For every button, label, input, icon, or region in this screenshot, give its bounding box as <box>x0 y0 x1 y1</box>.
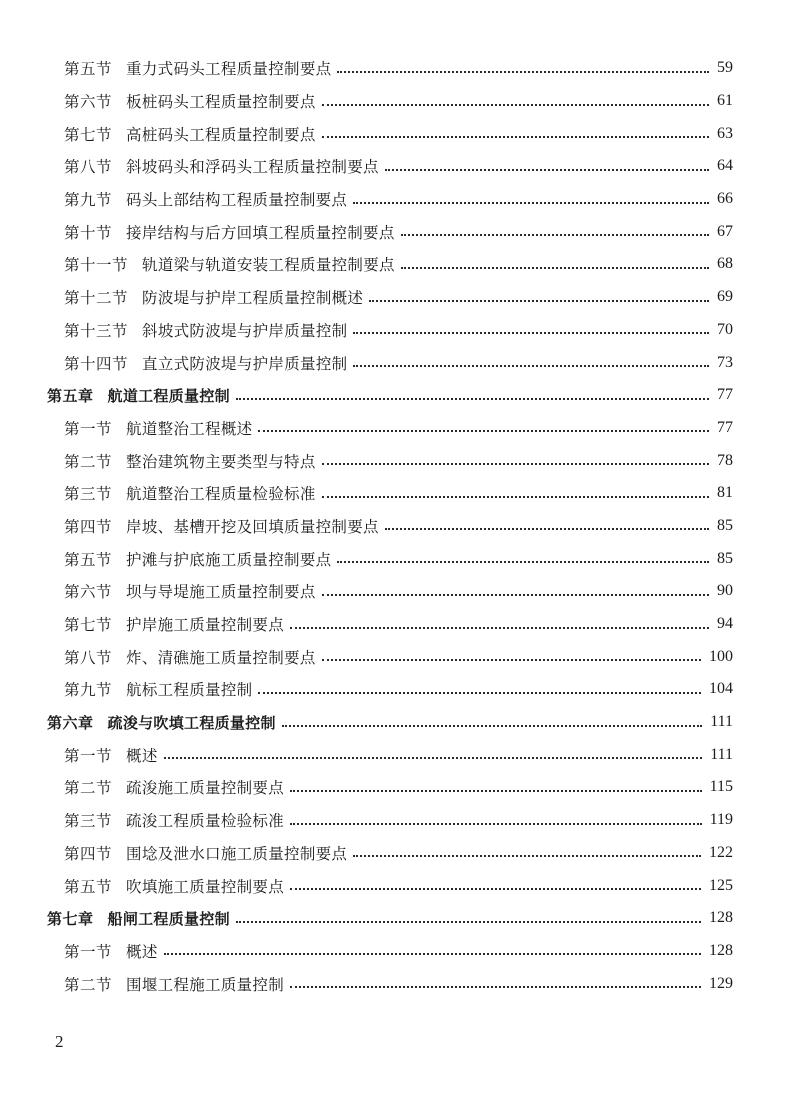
entry-page-number: 111 <box>710 713 733 731</box>
dot-leader <box>290 985 701 988</box>
entry-number: 第二节 <box>64 975 113 994</box>
dot-leader <box>337 560 709 563</box>
entry-title: 疏浚施工质量控制要点 <box>126 779 285 798</box>
entry-number: 第六节 <box>64 93 113 112</box>
toc-chapter-entry <box>0 902 790 935</box>
entry-page-number: 59 <box>717 59 733 77</box>
entry-title: 护滩与护底施工质量控制要点 <box>126 550 332 569</box>
entry-number: 第六节 <box>64 583 113 602</box>
entry-page-number: 128 <box>709 909 733 927</box>
entry-number: 第九节 <box>64 681 113 700</box>
entry-number: 第五章 <box>47 386 94 405</box>
entry-number: 第七节 <box>64 125 113 144</box>
dot-leader <box>401 266 709 269</box>
entry-number: 第十三节 <box>64 321 129 340</box>
entry-title: 板桩码头工程质量控制要点 <box>126 93 316 112</box>
entry-title: 岸坡、基槽开挖及回填质量控制要点 <box>126 517 379 536</box>
entry-page-number: 94 <box>717 615 733 633</box>
entry-page-number: 85 <box>717 516 733 534</box>
dot-leader <box>236 920 701 923</box>
toc-section-entry <box>0 869 790 902</box>
entry-number: 第五节 <box>64 60 113 79</box>
toc-section-entry <box>0 510 790 543</box>
entry-title: 疏浚与吹填工程质量控制 <box>107 713 276 732</box>
entry-page-number: 90 <box>717 582 733 600</box>
toc-chapter-entry <box>0 706 790 739</box>
entry-title: 护岸施工质量控制要点 <box>126 616 285 635</box>
dot-leader <box>290 887 701 890</box>
entry-title: 接岸结构与后方回填工程质量控制要点 <box>126 223 395 242</box>
dot-leader <box>290 789 702 792</box>
entry-page-number: 125 <box>709 876 733 894</box>
dot-leader <box>258 429 709 432</box>
entry-title: 航标工程质量控制 <box>126 681 253 700</box>
entry-title: 轨道梁与轨道安装工程质量控制要点 <box>142 256 395 275</box>
entry-number: 第六章 <box>47 713 94 732</box>
entry-page-number: 61 <box>717 92 733 110</box>
toc-section-entry <box>0 346 790 379</box>
toc-section-entry <box>0 967 790 1000</box>
toc-section-entry <box>0 150 790 183</box>
toc-section-entry <box>0 771 790 804</box>
entry-page-number: 85 <box>717 549 733 567</box>
entry-title: 斜坡式防波堤与护岸质量控制 <box>142 321 348 340</box>
entry-page-number: 128 <box>709 941 733 959</box>
dot-leader <box>236 397 709 400</box>
entry-number: 第九节 <box>64 191 113 210</box>
entry-title: 斜坡码头和浮码头工程质量控制要点 <box>126 158 379 177</box>
table-of-contents <box>0 52 790 1000</box>
toc-section-entry <box>0 673 790 706</box>
entry-title: 航道整治工程概述 <box>126 419 253 438</box>
entry-title: 防波堤与护岸工程质量控制概述 <box>142 289 364 308</box>
dot-leader <box>322 103 709 106</box>
entry-page-number: 63 <box>717 124 733 142</box>
dot-leader <box>385 527 709 530</box>
entry-number: 第三节 <box>64 485 113 504</box>
dot-leader <box>322 658 701 661</box>
toc-section-entry <box>0 52 790 85</box>
dot-leader <box>322 495 709 498</box>
entry-title: 码头上部结构工程质量控制要点 <box>126 191 348 210</box>
entry-title: 重力式码头工程质量控制要点 <box>126 60 332 79</box>
toc-section-entry <box>0 314 790 347</box>
entry-title: 直立式防波堤与护岸质量控制 <box>142 354 348 373</box>
entry-page-number: 66 <box>717 190 733 208</box>
entry-number: 第一节 <box>64 419 113 438</box>
toc-section-entry <box>0 215 790 248</box>
entry-page-number: 100 <box>709 647 733 665</box>
toc-section-entry <box>0 412 790 445</box>
page-number: 2 <box>55 1032 64 1051</box>
entry-title: 坝与导堤施工质量控制要点 <box>126 583 316 602</box>
toc-chapter-entry <box>0 379 790 412</box>
toc-section-entry <box>0 281 790 314</box>
entry-title: 高桩码头工程质量控制要点 <box>126 125 316 144</box>
entry-number: 第七节 <box>64 616 113 635</box>
toc-section-entry <box>0 248 790 281</box>
dot-leader <box>401 233 709 236</box>
entry-number: 第五节 <box>64 877 113 896</box>
entry-title: 船闸工程质量控制 <box>107 909 230 928</box>
dot-leader <box>290 822 702 825</box>
entry-title: 围堰工程施工质量控制 <box>126 975 285 994</box>
entry-number: 第五节 <box>64 550 113 569</box>
entry-page-number: 77 <box>717 418 733 436</box>
dot-leader <box>258 691 701 694</box>
toc-section-entry <box>0 183 790 216</box>
entry-page-number: 81 <box>717 484 733 502</box>
entry-page-number: 104 <box>709 680 733 698</box>
entry-page-number: 78 <box>717 451 733 469</box>
entry-page-number: 73 <box>717 353 733 371</box>
entry-number: 第一节 <box>64 942 113 961</box>
dot-leader <box>369 299 709 302</box>
dot-leader <box>290 626 709 629</box>
entry-page-number: 129 <box>709 974 733 992</box>
entry-title: 整治建筑物主要类型与特点 <box>126 452 316 471</box>
dot-leader <box>353 364 709 367</box>
dot-leader <box>164 756 703 759</box>
entry-page-number: 69 <box>717 288 733 306</box>
dot-leader <box>353 331 709 334</box>
dot-leader <box>353 854 701 857</box>
entry-number: 第二节 <box>64 779 113 798</box>
dot-leader <box>322 135 709 138</box>
dot-leader <box>164 952 701 955</box>
entry-number: 第十一节 <box>64 256 129 275</box>
entry-page-number: 67 <box>717 222 733 240</box>
dot-leader <box>353 201 709 204</box>
toc-section-entry <box>0 117 790 150</box>
toc-section-entry <box>0 640 790 673</box>
entry-title: 吹填施工质量控制要点 <box>126 877 285 896</box>
entry-number: 第一节 <box>64 746 113 765</box>
entry-page-number: 111 <box>710 745 733 763</box>
toc-section-entry <box>0 608 790 641</box>
dot-leader <box>282 724 702 727</box>
dot-leader <box>385 168 709 171</box>
entry-number: 第十节 <box>64 223 113 242</box>
dot-leader <box>322 593 709 596</box>
entry-title: 航道整治工程质量检验标准 <box>126 485 316 504</box>
entry-number: 第三节 <box>64 812 113 831</box>
toc-section-entry <box>0 542 790 575</box>
entry-page-number: 119 <box>709 811 733 829</box>
entry-title: 航道工程质量控制 <box>107 386 230 405</box>
entry-page-number: 77 <box>717 386 733 404</box>
entry-number: 第四节 <box>64 517 113 536</box>
toc-section-entry <box>0 935 790 968</box>
entry-number: 第八节 <box>64 158 113 177</box>
entry-title: 概述 <box>126 942 158 961</box>
entry-page-number: 64 <box>717 157 733 175</box>
dot-leader <box>337 70 709 73</box>
entry-title: 炸、清礁施工质量控制要点 <box>126 648 316 667</box>
entry-number: 第八节 <box>64 648 113 667</box>
entry-title: 围埝及泄水口施工质量控制要点 <box>126 844 348 863</box>
toc-section-entry <box>0 738 790 771</box>
entry-title: 疏浚工程质量检验标准 <box>126 812 285 831</box>
entry-number: 第二节 <box>64 452 113 471</box>
toc-section-entry <box>0 575 790 608</box>
toc-section-entry <box>0 444 790 477</box>
entry-number: 第十二节 <box>64 289 129 308</box>
toc-section-entry <box>0 477 790 510</box>
toc-section-entry <box>0 837 790 870</box>
dot-leader <box>322 462 709 465</box>
entry-page-number: 70 <box>717 320 733 338</box>
entry-page-number: 68 <box>717 255 733 273</box>
entry-number: 第七章 <box>47 909 94 928</box>
entry-page-number: 115 <box>709 778 733 796</box>
entry-page-number: 122 <box>709 843 733 861</box>
entry-number: 第十四节 <box>64 354 129 373</box>
toc-section-entry <box>0 804 790 837</box>
entry-title: 概述 <box>126 746 158 765</box>
toc-section-entry <box>0 85 790 118</box>
entry-number: 第四节 <box>64 844 113 863</box>
